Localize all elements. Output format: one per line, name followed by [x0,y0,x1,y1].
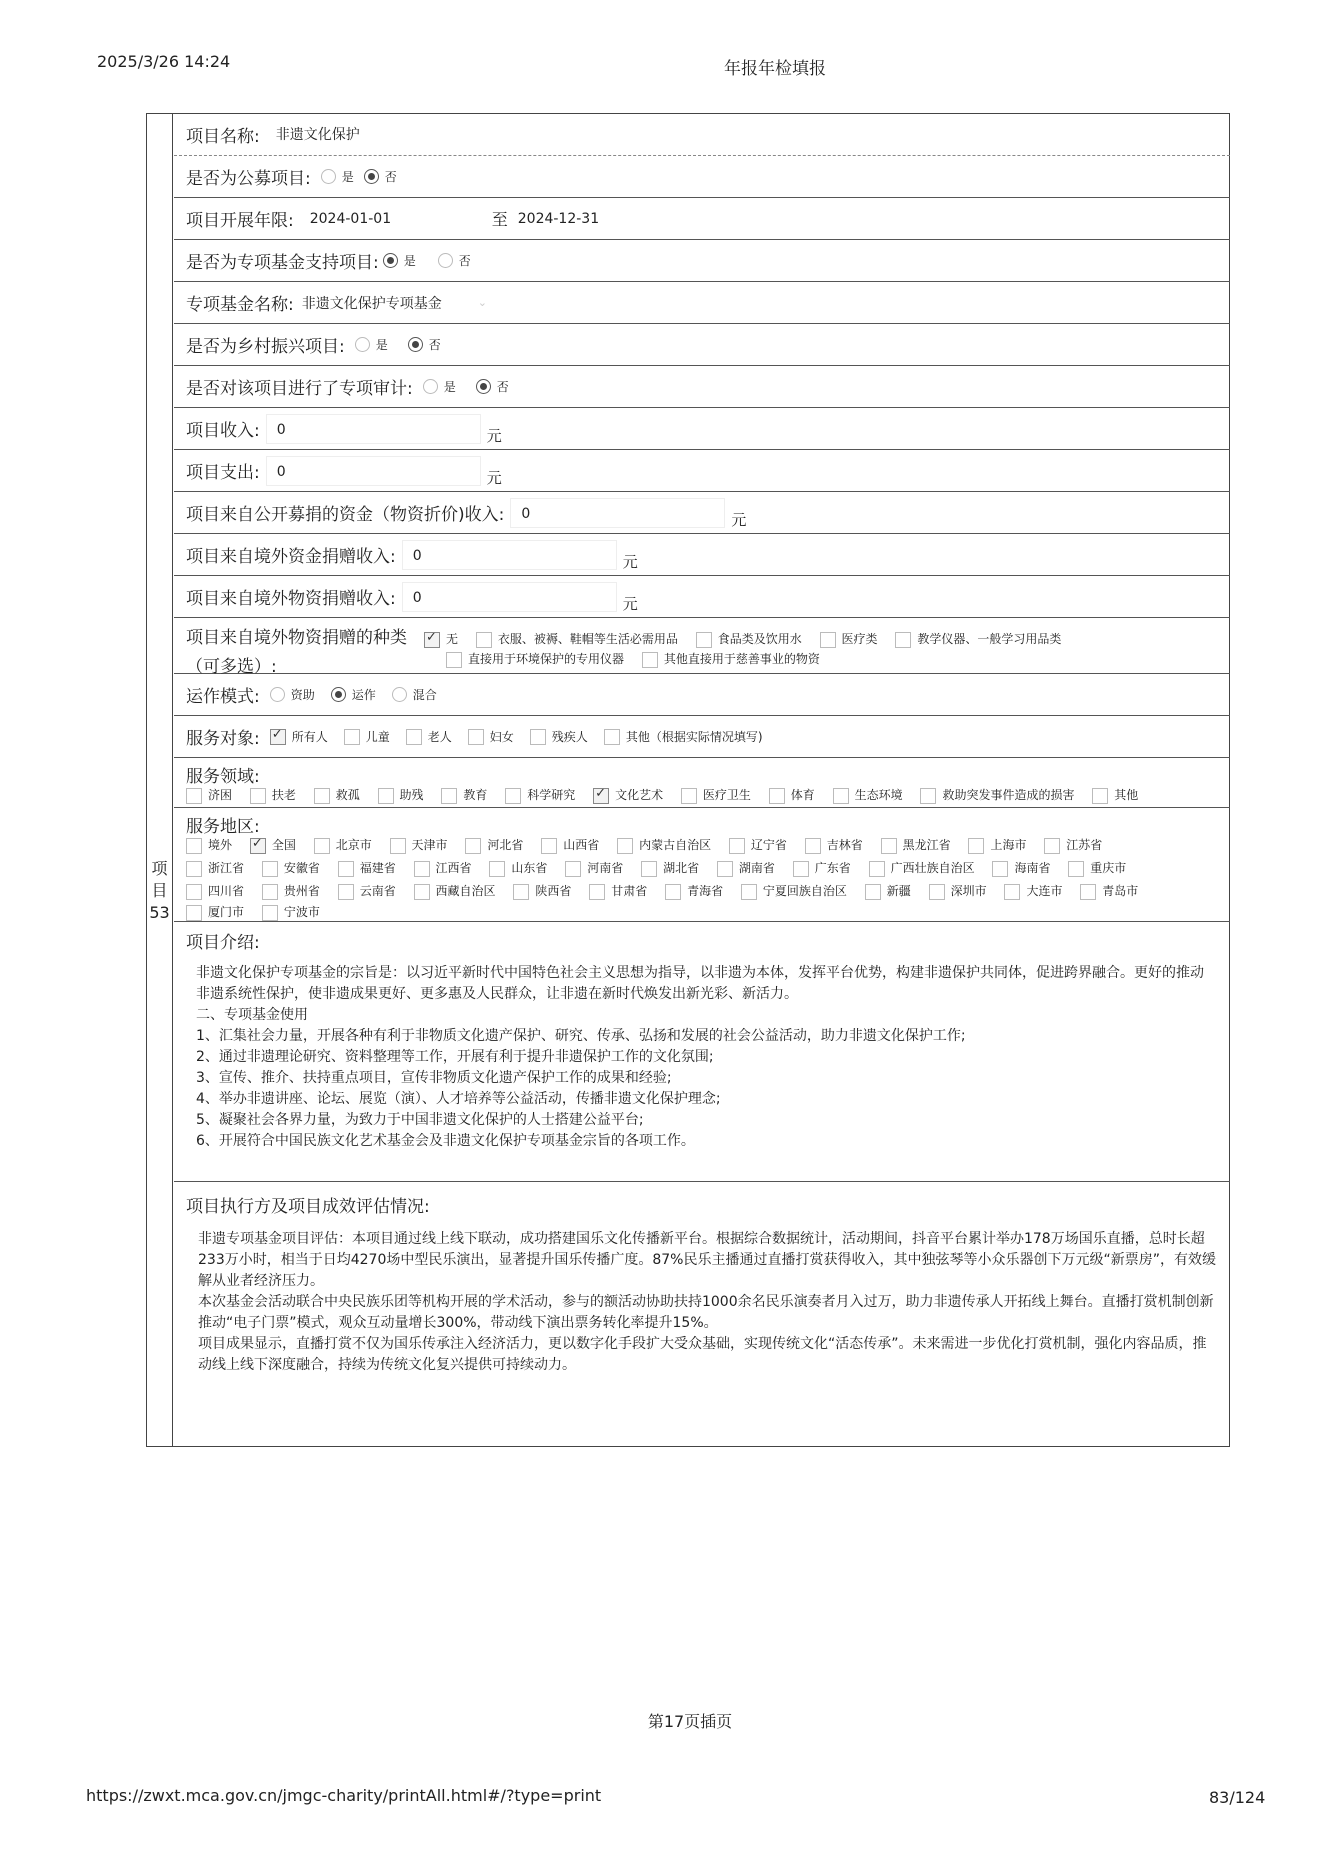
foreign-goods-input[interactable]: 0 [402,582,617,612]
project-index-column [146,113,173,1447]
evaluation-text: 非遗专项基金项目评估：本项目通过线上线下联动，成功搭建国乐文化传播新平台。根据综合数据统计，活动期间，抖音平台累计举办178万场国乐直播，总时长超233万小时，相当于日均4270场中型民乐演出，显著提升国乐传播广度。87%民乐主播通过直播打赏获得收入，其中独弦琴等小众乐器创下万元级“新票房”，有效缓解从业者经济压力。 本次基金会活动联合中央民族乐团等机构开展的学术活动，参与的额活动协助扶持1000余名民乐演奏者月入过万，助力非遗传承人开拓线上舞台。直播打赏机制创新推动“电子门票”模式，观众互动量增长300%，带动线下演出票务转化率提升15%。 项目成果显示，直播打赏不仅为国乐传承注入经济活力，更以数字化手段扩大受众基础，实现传统文化“活态传承”。未来需进一步优化打赏机制，强化内容品质，推动线上线下深度融合，持续为传统文化复兴提供可持续动力。 [198,1231,1216,1373]
field-elderly-checkbox[interactable] [250,788,266,804]
page-insert-note: 第17页插页 [647,1712,733,1731]
row-target: 服务对象: ✓ 所有人 儿童 老人 妇女 残疾人 其他（根据实际情况填写) [174,716,1230,758]
field-disabled-checkbox[interactable] [378,788,394,804]
goods-type-line1: ✓无 衣服、被褥、鞋帽等生活必需用品 食品类及饮用水 医疗类 教学仪器、一般学习用品类 [424,630,1075,648]
period-end[interactable]: 2024-12-31 [517,210,600,227]
section-intro: 项目介绍: 非遗文化保护专项基金的宗旨是：以习近平新时代中国特色社会主义思想为指导，以非遗为本体，发挥平台优势，构建非遗保护共同体，促进跨界融合。更好的推动非遗系统性保护，使非遗成果更好、更多惠及人民群众，让非遗在新时代焕发出新光彩、新活力。 二、专项基金使用 1、汇集社会力量，开展各种有利于非物质文化遗产保护、研究、传承、弘扬和发展的社会公益活动，助力非遗文化保护工作; 2、通过非遗理论研究、资料整理等工作，开展有利于提升非遗保护工作的文化氛围; 3、宣传、推介、扶持重点项目，宣传非物质文化遗产保护工作的成果和经验; 4、举办非遗讲座、论坛、展览（演）、人才培养等公益活动，传播非遗文化保护理念; 5、凝聚社会各界力量，为致力于中国非遗文化保护的人士搭建公益平台; 6、开展符合中国民族文化艺术基金会及非遗文化保护专项基金宗旨的各项工作。 [174,922,1230,1182]
chevron-down-icon[interactable]: ⌄ [477,296,487,309]
row-foreign-goods: 项目来自境外物资捐赠收入: 0 元 [174,576,1230,618]
target-disabled-checkbox[interactable] [530,729,546,745]
field-education-checkbox[interactable] [441,788,457,804]
target-elderly-checkbox[interactable] [406,729,422,745]
target-all-checkbox[interactable] [270,729,286,745]
special-fund-no-radio[interactable] [438,253,453,268]
goods-none-checkbox[interactable] [424,632,440,648]
row-foreign-fund: 项目来自境外资金捐赠收入: 0 元 [174,534,1230,576]
income-input[interactable]: 0 [266,414,481,444]
public-no-radio[interactable] [364,169,379,184]
project-index-label: 项 目 53 [149,859,170,922]
fund-name-select[interactable]: 非遗文化保护专项基金 [301,295,442,312]
row-rural: 是否为乡村振兴项目: 是 否 [174,324,1230,366]
goods-other-checkbox[interactable] [642,652,658,668]
field-ecology-checkbox[interactable] [833,788,849,804]
row-audit: 是否对该项目进行了专项审计: 是 否 [174,366,1230,408]
goods-medical-checkbox[interactable] [820,632,836,648]
public-income-input[interactable]: 0 [510,498,725,528]
region-line2: 浙江省 安徽省 福建省 江西省 山东省 河南省 湖北省 湖南省 广东省 广西壮族自治区 海南省 重庆市 [186,859,1140,877]
goods-env-checkbox[interactable] [446,652,462,668]
field-orphan-checkbox[interactable] [314,788,330,804]
field-culture-checkbox[interactable] [593,788,609,804]
field-health-checkbox[interactable] [681,788,697,804]
row-public: 是否为公募项目: 是 否 [174,156,1230,198]
goods-clothing-checkbox[interactable] [476,632,492,648]
target-children-checkbox[interactable] [344,729,360,745]
field-other-checkbox[interactable] [1092,788,1108,804]
target-other-checkbox[interactable] [604,729,620,745]
row-special-fund: 是否为专项基金支持项目: 是 否 [174,240,1230,282]
page-number: 83/124 [1209,1788,1266,1807]
goods-teaching-checkbox[interactable] [895,632,911,648]
row-income: 项目收入: 0 元 [174,408,1230,450]
field-options: 济困 扶老 救孤 助残 教育 科学研究 ✓ 文化艺术 医疗卫生 体育 生态环境 救助突发事件造成的损害 其他 [186,786,1152,804]
field-science-checkbox[interactable] [505,788,521,804]
section-evaluation: 项目执行方及项目成效评估情况: 非遗专项基金项目评估：本项目通过线上线下联动，成功搭建国乐文化传播新平台。根据综合数据统计，活动期间，抖音平台累计举办178万场国乐直播，总时长超233万小时，相当于日均4270场中型民乐演出，显著提升国乐传播广度。87%民乐主播通过直播打赏获得收入，其中独弦琴等小众乐器创下万元级“新票房”，有效缓解从业者经济压力。 本次基金会活动联合中央民族乐团等机构开展的学术活动，参与的额活动协助扶持1000余名民乐演奏者月入过万，助力非遗传承人开拓线上舞台。直播打赏机制创新推动“电子门票”模式，观众互动量增长300%，带动线下演出票务转化率提升15%。 项目成果显示，直播打赏不仅为国乐传承注入经济活力，更以数字化手段扩大受众基础，实现传统文化“活态传承”。未来需进一步优化打赏机制，强化内容品质，推动线上线下深度融合，持续为传统文化复兴提供可持续动力。 [174,1182,1230,1447]
region-line3: 四川省 贵州省 云南省 西藏自治区 陕西省 甘肃省 青海省 宁夏回族自治区 新疆 深圳市 大连市 青岛市 [186,882,1152,900]
public-yes-radio[interactable] [321,169,336,184]
mode-fund-radio[interactable] [270,687,285,702]
project-name-value: 非遗文化保护 [275,127,360,143]
mode-operate-radio[interactable] [331,687,346,702]
target-women-checkbox[interactable] [468,729,484,745]
row-field: 服务领域: [174,758,1230,808]
goods-food-checkbox[interactable] [696,632,712,648]
row-region: 服务地区: [174,808,1230,922]
row-project-name: 项目名称: 非遗文化保护 [174,113,1230,156]
field-poverty-checkbox[interactable] [186,788,202,804]
region-line1: 境外 ✓ 全国 北京市 天津市 河北省 山西省 内蒙古自治区 辽宁省 吉林省 黑龙江省 上海市 江苏省 [186,836,1116,854]
page-url: https://zwxt.mca.gov.cn/jmgc-charity/printAll.html#/?type=print [86,1786,602,1805]
rural-no-radio[interactable] [408,337,423,352]
row-mode: 运作模式: 资助 运作 混合 [174,674,1230,716]
foreign-fund-input[interactable]: 0 [402,540,617,570]
audit-yes-radio[interactable] [423,379,438,394]
row-period: 项目开展年限: 2024-01-01 至 2024-12-31 [174,198,1230,240]
special-fund-yes-radio[interactable] [383,253,398,268]
intro-text: 非遗文化保护专项基金的宗旨是：以习近平新时代中国特色社会主义思想为指导，以非遗为本体，发挥平台优势，构建非遗保护共同体，促进跨界融合。更好的推动非遗系统性保护，使非遗成果更好、更多惠及人民群众，让非遗在新时代焕发出新光彩、新活力。 二、专项基金使用 1、汇集社会力量，开展各种有利于非物质文化遗产保护、研究、传承、弘扬和发展的社会公益活动，助力非遗文化保护工作; 2、通过非遗理论研究、资料整理等工作，开展有利于提升非遗保护工作的文化氛围; 3、宣传、推介、扶持重点项目，宣传非物质文化遗产保护工作的成果和经验; 4、举办非遗讲座、论坛、展览（演）、人才培养等公益活动，传播非遗文化保护理念; 5、凝聚社会各界力量，为致力于中国非遗文化保护的人士搭建公益平台; 6、开展符合中国民族文化艺术基金会及非遗文化保护专项基金宗旨的各项工作。 [196,965,1204,1149]
page-title: 年报年检填报 [724,59,826,79]
goods-type-line2: 直接用于环境保护的专用仪器 其他直接用于慈善事业的物资 [424,650,834,668]
row-goods-type: 项目来自境外物资捐赠的种类 （可多选）: [174,618,1230,674]
expense-input[interactable]: 0 [266,456,481,486]
audit-no-radio[interactable] [476,379,491,394]
mode-mixed-radio[interactable] [392,687,407,702]
field-disaster-checkbox[interactable] [920,788,936,804]
field-sports-checkbox[interactable] [769,788,785,804]
row-fund-name: 专项基金名称: 非遗文化保护专项基金 ⌄ [174,282,1230,324]
row-public-income: 项目来自公开募捐的资金（物资折价)收入: 0 元 [174,492,1230,534]
period-start[interactable]: 2024-01-01 [309,210,392,227]
region-line4: 厦门市 宁波市 [186,903,334,921]
region-national-checkbox[interactable] [250,838,266,854]
row-expense: 项目支出: 0 元 [174,450,1230,492]
print-datetime: 2025/3/26 14:24 [97,52,231,71]
rural-yes-radio[interactable] [355,337,370,352]
